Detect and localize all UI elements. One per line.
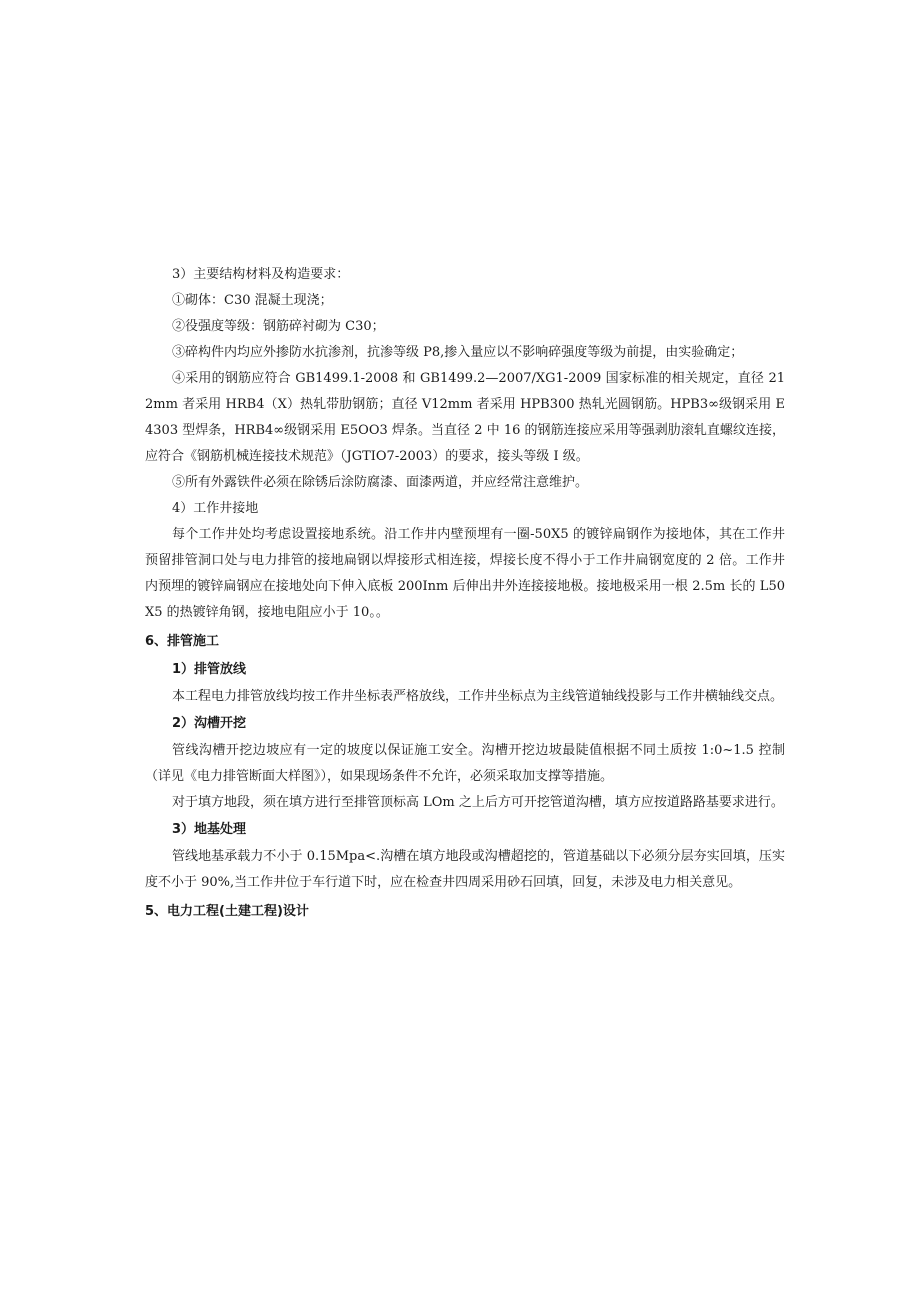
item-waterproof-agent: ③碎构件内均应外掺防水抗渗剂，抗渗等级 P8,掺入量应以不影响碎强度等级为前提，由实验确定；: [172, 345, 744, 360]
subsection-foundation-body: 管线地基承载力不小于 0.15Mpa<.沟槽在填方地段或沟槽超挖的，管道基础以下必须分层夯实回填，压实度不小于 90%,当工作井位于车行道下时，应在检查井四周采用砂石回填，回复，未涉及电力相关意见。: [145, 849, 785, 890]
subsection-pipe-layout-body: 本工程电力排管放线均按工作井坐标表严格放线，工作井坐标点为主线管道轴线投影与工作井横轴线交点。: [172, 689, 784, 704]
document-body: [145, 262, 785, 926]
section-3-title: 3）主要结构材料及构造要求：: [172, 267, 350, 282]
subsection-trench-body-1: 管线沟槽开挖边坡应有一定的坡度以保证施工安全。沟槽开挖边坡最陡值根据不同土质按 1:0~1.5 控制（详见《电力排管断面大样图》），如果现场条件不允许，必须采取加支撑等措施。: [145, 743, 785, 784]
item-strength-grade: ②役强度等级：钢筋碎衬砌为 C30；: [172, 319, 385, 334]
section-5-heading: 5、电力工程(土建工程)设计: [145, 904, 309, 919]
subsection-pipe-layout-heading: 1）排管放线: [172, 662, 247, 677]
section-6-heading: 6、排管施工: [145, 634, 220, 649]
section-4-title: 4）工作井接地: [172, 501, 259, 516]
item-rebar-spec: ④采用的钢筋应符合 GB1499.1-2008 和 GB1499.2—2007/XG1-2009 国家标准的相关规定，直径 212mm 者采用 HRB4（X）热轧带肋钢筋；直径 V12mm 者采用 HPB300 热轧光圆钢筋。HPB3∞级钢采用 E4303 型焊条，HRB4∞级钢采用 E5OO3 焊条。当直径 2 中 16 的钢筋连接应采用等强剥肋滚轧直螺纹连接，应符合《钢筋机械连接技术规范》（JGTIO7-2003）的要求，接头等级 I 级。: [145, 371, 785, 464]
subsection-foundation-heading: 3）地基处理: [172, 822, 247, 837]
item-masonry: ①砌体：C30 混凝土现浇；: [172, 293, 333, 308]
subsection-trench-heading: 2）沟槽开挖: [172, 716, 247, 731]
subsection-trench-body-2: 对于填方地段，须在填方进行至排管顶标高 LOm 之上后方可开挖管道沟槽，填方应按道路路基要求进行。: [172, 795, 784, 810]
section-4-body: 每个工作井处均考虑设置接地系统。沿工作井内壁预埋有一圈-50X5 的镀锌扁钢作为接地体，其在工作井预留排管洞口处与电力排管的接地扁钢以焊接形式相连接，焊接长度不得小于工作井扁钢宽度的 2 倍。工作井内预埋的镀锌扁钢应在接地处向下伸入底板 200Inm 后伸出井外连接接地极。接地极采用一根 2.5m 长的 L50X5 的热镀锌角钢，接地电阻应小于 10。。: [145, 527, 785, 620]
item-exposed-iron: ⑤所有外露铁件必须在除锈后涂防腐漆、面漆两道，并应经常注意维护。: [172, 475, 589, 490]
